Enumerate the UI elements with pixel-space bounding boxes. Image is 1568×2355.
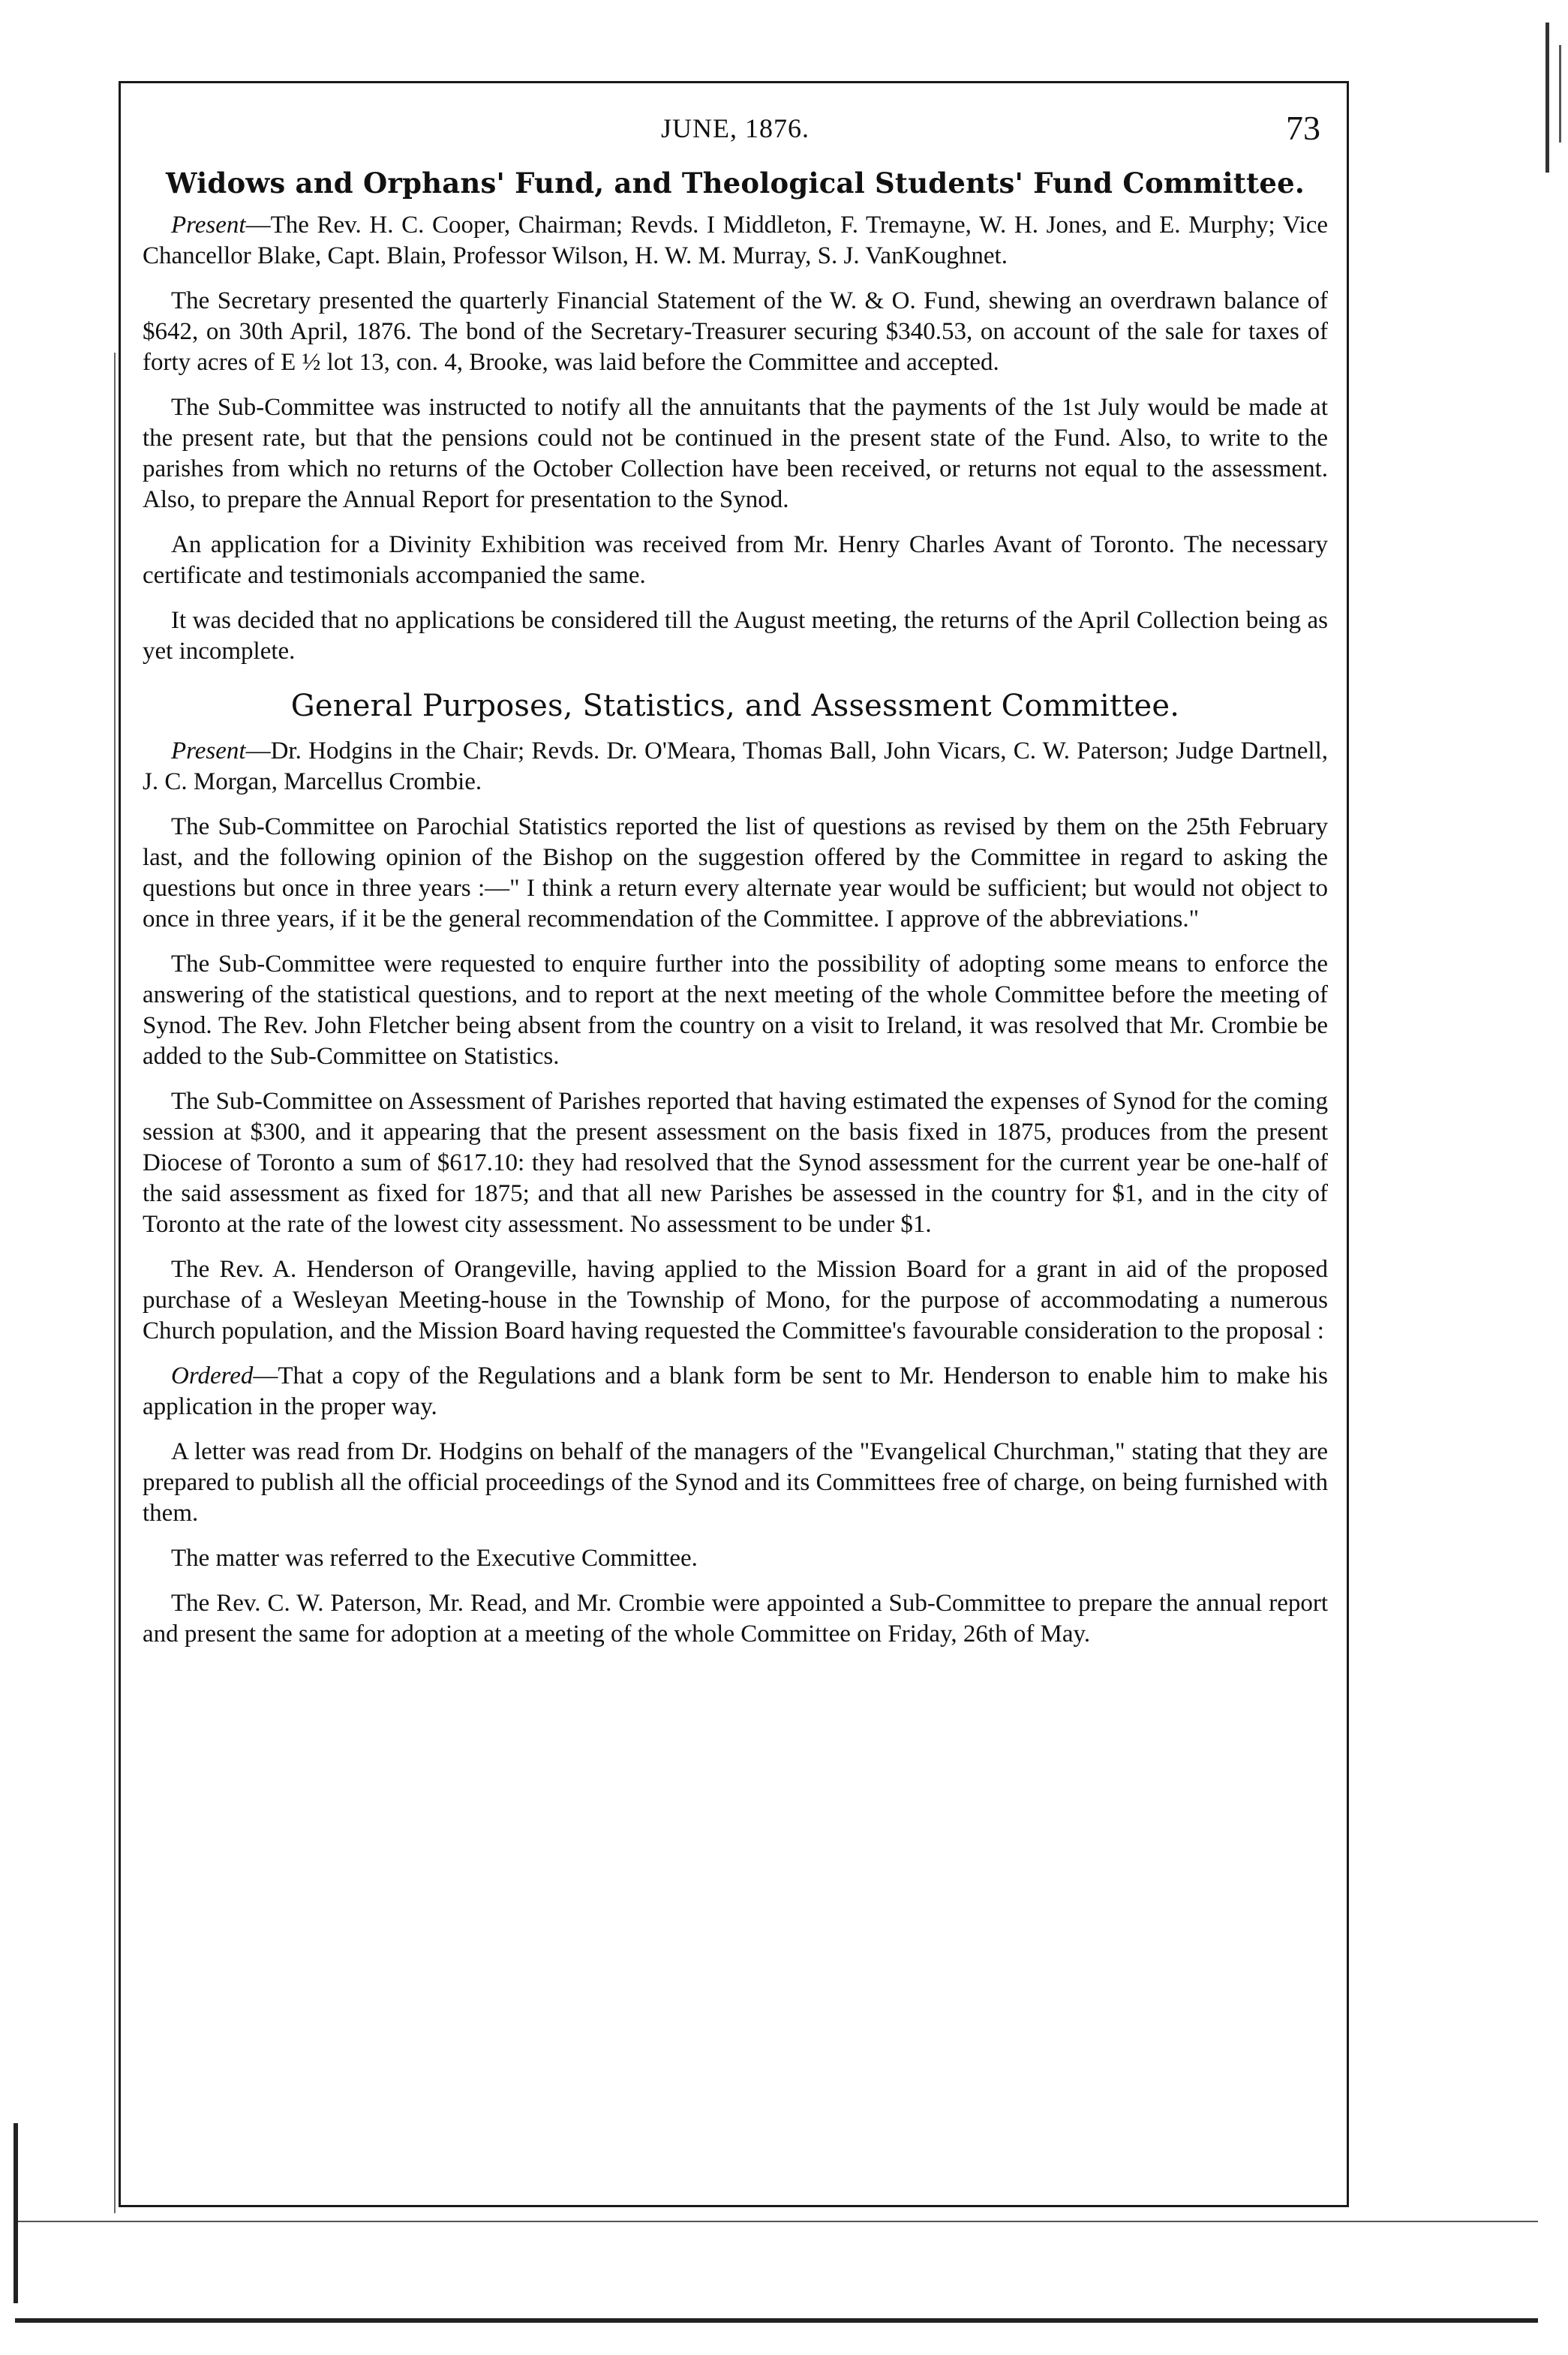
minute-paragraph: It was decided that no applications be considered till the August meeting, the returns of the April Collection being as yet incomplete. bbox=[143, 607, 1328, 665]
ordered-text: —That a copy of the Regulations and a blank form be sent to Mr. Henderson to enable him to make his application in the proper way. bbox=[143, 1362, 1328, 1421]
minute-paragraph: The Secretary presented the quarterly Financial Statement of the W. & O. Fund, shewing an overdrawn balance of $642, on 30th April, 1876. The bond of the Secretary-Treasurer securing $340.53, on account of the sale for taxes of forty acres of E ½ lot 13, con. 4, Brooke, was laid before the Committee and accepted. bbox=[143, 287, 1328, 377]
present-paragraph bbox=[143, 210, 1328, 272]
scan-edge-mark bbox=[1559, 45, 1561, 143]
section-title: Widows and Orphans' Fund, and Theological Students' Fund Committee. bbox=[166, 167, 1305, 200]
minute-paragraph: An application for a Divinity Exhibition was received from Mr. Henry Charles Avant of Toronto. The necessary certificate and testimonials accompanied the same. bbox=[143, 531, 1328, 590]
minute-paragraph: The Sub-Committee was instructed to notify all the annuitants that the payments of the 1st July would be made at the present rate, but that the pensions could not be continued in the present state of the Fund. Also, to write to the parishes from which no returns of the October Collection have been received, or returns not equal to the assessment. Also, to prepare the Annual Report for presentation to the Synod. bbox=[143, 394, 1328, 514]
section-general-purposes bbox=[143, 688, 1328, 1650]
minute-paragraph: The Sub-Committee on Parochial Statistics reported the list of questions as revised by them on the 25th February last, and the following opinion of the Bishop on the suggestion offered by the Committee in regard to asking the questions but once in three years :—" I think a return every alternate year would be sufficient; but would not object to once in three years, if it be the general recommendation of the Committee. I approve of the abbreviations." bbox=[143, 813, 1328, 933]
page-number: 73 bbox=[1286, 109, 1320, 147]
margin-rule bbox=[114, 353, 116, 2213]
section-widows-orphans-fund bbox=[143, 167, 1328, 667]
page-content bbox=[143, 109, 1328, 1664]
scan-rule bbox=[15, 2318, 1538, 2323]
scan-edge-mark bbox=[1545, 23, 1549, 173]
ordered-label: Ordered bbox=[171, 1362, 254, 1390]
present-text: —The Rev. H. C. Cooper, Chairman; Revds. I Middleton, F. Tremayne, W. H. Jones, and E. Murphy; Vice Chancellor Blake, Capt. Blain, Professor Wilson, H. W. M. Murray, S. J. VanKoughnet. bbox=[143, 212, 1328, 270]
minute-paragraph: The Rev. A. Henderson of Orangeville, having applied to the Mission Board for a grant in aid of the proposed purchase of a Wesleyan Meeting-house in the Township of Mono, for the purpose of accommodating a numerous Church population, and the Mission Board having requested the Committee's favourable consideration to the proposal : bbox=[143, 1256, 1328, 1345]
running-head bbox=[143, 109, 1328, 161]
section-title: General Purposes, Statistics, and Assessment Committee. bbox=[290, 689, 1180, 724]
minute-paragraph: A letter was read from Dr. Hodgins on behalf of the managers of the "Evangelical Churchman," stating that they are prepared to publish all the official proceedings of the Synod and its Committees free of charge, on being furnished with them. bbox=[143, 1438, 1328, 1527]
present-label: Present bbox=[171, 737, 246, 765]
present-text: —Dr. Hodgins in the Chair; Revds. Dr. O'Meara, Thomas Ball, John Vicars, C. W. Paterson; Judge Dartnell, J. C. Morgan, Marcellus Crombie. bbox=[143, 737, 1328, 796]
minute-paragraph: The Sub-Committee on Assessment of Parishes reported that having estimated the expenses of Synod for the coming session at $300, and it appearing that the present assessment on the basis fixed in 1875, produces from the present Diocese of Toronto a sum of $617.10: they had resolved that the Synod assessment for the current year be one-half of the said assessment as fixed for 1875; and that all new Parishes be assessed in the country for $1, and in the city of Toronto at the rate of the lowest city assessment. No assessment to be under $1. bbox=[143, 1088, 1328, 1239]
scan-rule-thin bbox=[15, 2221, 1538, 2222]
present-paragraph bbox=[143, 736, 1328, 798]
scan-edge-mark bbox=[14, 2123, 18, 2303]
minute-paragraph: The matter was referred to the Executive Committee. bbox=[171, 1545, 698, 1573]
running-title: JUNE, 1876. bbox=[661, 113, 810, 143]
minute-paragraph: The Sub-Committee were requested to enquire further into the possibility of adopting some means to enforce the answering of the statistical questions, and to report at the next meeting of the whole Committee before the meeting of Synod. The Rev. John Fletcher being absent from the country on a visit to Ireland, it was resolved that Mr. Crombie be added to the Sub-Committee on Statistics. bbox=[143, 951, 1328, 1071]
present-label: Present bbox=[171, 212, 246, 239]
minute-paragraph: The Rev. C. W. Paterson, Mr. Read, and Mr. Crombie were appointed a Sub-Committee to prepare the annual report and present the same for adoption at a meeting of the whole Committee on Friday, 26th of May. bbox=[143, 1590, 1328, 1648]
ordered-paragraph bbox=[143, 1361, 1328, 1422]
